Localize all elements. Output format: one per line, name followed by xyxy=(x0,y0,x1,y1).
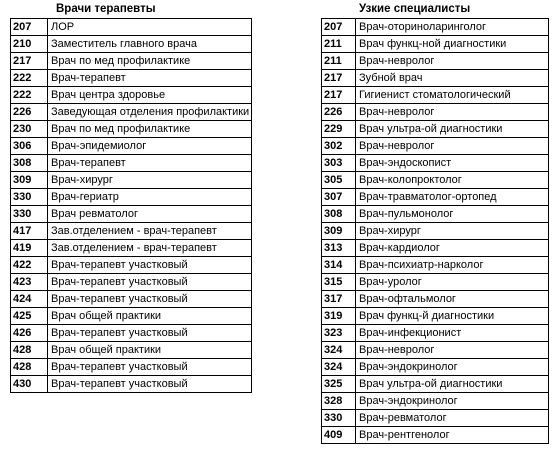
specialists-section xyxy=(321,0,549,444)
doctor-title: Врач-гериатр xyxy=(48,189,252,206)
doctor-title: Врач-терапевт участковый xyxy=(48,257,252,274)
room-number: 317 xyxy=(322,291,356,308)
table-row xyxy=(11,223,252,240)
table-row xyxy=(322,19,549,36)
room-number: 315 xyxy=(322,274,356,291)
room-number: 226 xyxy=(322,104,356,121)
doctor-title: Врач-невролог xyxy=(356,53,549,70)
room-number: 319 xyxy=(322,308,356,325)
room-number: 207 xyxy=(11,19,48,36)
doctor-title: Врач-хирург xyxy=(356,223,549,240)
room-number: 309 xyxy=(322,223,356,240)
room-number: 307 xyxy=(322,189,356,206)
doctor-title: Врач-кардиолог xyxy=(356,240,549,257)
room-number: 419 xyxy=(11,240,48,257)
room-number: 306 xyxy=(11,138,48,155)
doctor-title: Врач-эпидемиолог xyxy=(48,138,252,155)
table-row xyxy=(322,291,549,308)
table-row xyxy=(11,155,252,172)
doctor-title: Врач-оториноларинголог xyxy=(356,19,549,36)
room-number: 325 xyxy=(322,376,356,393)
doctor-title: Врач функц-й диагностики xyxy=(356,308,549,325)
room-number: 428 xyxy=(11,359,48,376)
room-number: 324 xyxy=(322,359,356,376)
room-number: 217 xyxy=(322,70,356,87)
doctor-title: Врач-терапевт участковый xyxy=(48,325,252,342)
room-number: 328 xyxy=(322,393,356,410)
table-row xyxy=(11,291,252,308)
doctor-title: Гигиенист стоматологический xyxy=(356,87,549,104)
room-number: 424 xyxy=(11,291,48,308)
table-row xyxy=(11,240,252,257)
table-row xyxy=(322,138,549,155)
room-number: 313 xyxy=(322,240,356,257)
room-number: 217 xyxy=(322,87,356,104)
room-number: 305 xyxy=(322,172,356,189)
doctor-title: Врач-невролог xyxy=(356,342,549,359)
room-number: 211 xyxy=(322,36,356,53)
table-row xyxy=(11,308,252,325)
table-row xyxy=(11,36,252,53)
room-number: 222 xyxy=(11,87,48,104)
doctor-title: Врач-терапевт участковый xyxy=(48,359,252,376)
table-row xyxy=(322,257,549,274)
table-row xyxy=(11,257,252,274)
table-row xyxy=(11,325,252,342)
doctor-title: Врач-хирург xyxy=(48,172,252,189)
table-row xyxy=(322,87,549,104)
doctor-title: Врач центра здоровье xyxy=(48,87,252,104)
room-number: 211 xyxy=(322,53,356,70)
room-number: 423 xyxy=(11,274,48,291)
doctor-title: Врач-терапевт участковый xyxy=(48,274,252,291)
room-number: 422 xyxy=(11,257,48,274)
doctor-title: Врач по мед профилактике xyxy=(48,121,252,138)
doctor-title: Врач-эндокринолог xyxy=(356,393,549,410)
doctor-title: Врач-инфекционист xyxy=(356,325,549,342)
doctor-title: Врач общей практики xyxy=(48,342,252,359)
doctor-title: Врач-терапевт участковый xyxy=(48,376,252,393)
table-row xyxy=(11,342,252,359)
doctor-title: Заместитель главного врача xyxy=(48,36,252,53)
therapists-title: Врачи терапевты xyxy=(56,3,156,15)
table-row xyxy=(11,359,252,376)
doctor-title: Врач-пульмонолог xyxy=(356,206,549,223)
room-number: 217 xyxy=(11,53,48,70)
table-row xyxy=(322,325,549,342)
room-number: 330 xyxy=(11,206,48,223)
doctor-title: Врач-терапевт xyxy=(48,70,252,87)
table-row xyxy=(322,155,549,172)
doctor-title: Врач-эндоскопист xyxy=(356,155,549,172)
room-number: 428 xyxy=(11,342,48,359)
table-row xyxy=(322,342,549,359)
table-row xyxy=(11,87,252,104)
doctor-title: Зав.отделением - врач-терапевт xyxy=(48,240,252,257)
doctor-title: Врач-терапевт участковый xyxy=(48,291,252,308)
room-number: 207 xyxy=(322,19,356,36)
room-number: 303 xyxy=(322,155,356,172)
room-number: 302 xyxy=(322,138,356,155)
doctor-title: Врач-невролог xyxy=(356,104,549,121)
room-number: 430 xyxy=(11,376,48,393)
room-number: 222 xyxy=(11,70,48,87)
table-row xyxy=(322,427,549,444)
doctor-title: Зав.отделением - врач-терапевт xyxy=(48,223,252,240)
room-number: 425 xyxy=(11,308,48,325)
table-row xyxy=(11,274,252,291)
table-row xyxy=(322,359,549,376)
room-number: 210 xyxy=(11,36,48,53)
room-number: 323 xyxy=(322,325,356,342)
room-number: 309 xyxy=(11,172,48,189)
table-row xyxy=(322,223,549,240)
table-row xyxy=(322,189,549,206)
doctor-title: Врач-эндокринолог xyxy=(356,359,549,376)
doctor-title: Врач-невролог xyxy=(356,138,549,155)
doctor-title: Врач ультра-ой диагностики xyxy=(356,376,549,393)
room-number: 314 xyxy=(322,257,356,274)
doctor-title: Врач-психиатр-нарколог xyxy=(356,257,549,274)
room-number: 226 xyxy=(11,104,48,121)
room-number: 330 xyxy=(322,410,356,427)
table-row xyxy=(322,410,549,427)
table-row xyxy=(322,308,549,325)
doctor-title: Врач по мед профилактике xyxy=(48,53,252,70)
room-number: 409 xyxy=(322,427,356,444)
room-number: 324 xyxy=(322,342,356,359)
table-row xyxy=(322,274,549,291)
doctor-title: Врач-колопроктолог xyxy=(356,172,549,189)
doctor-title: Заведующая отделения профилактики xyxy=(48,104,252,121)
therapists-table xyxy=(10,18,252,393)
room-number: 229 xyxy=(322,121,356,138)
therapists-section xyxy=(10,0,252,393)
table-row xyxy=(322,36,549,53)
table-row xyxy=(322,240,549,257)
specialists-title: Узкие специалисты xyxy=(359,3,471,15)
room-number: 417 xyxy=(11,223,48,240)
table-row xyxy=(322,104,549,121)
table-row xyxy=(11,189,252,206)
table-row xyxy=(322,206,549,223)
table-row xyxy=(322,70,549,87)
doctor-title: Зубной врач xyxy=(356,70,549,87)
table-row xyxy=(11,172,252,189)
doctor-title: Врач-травматолог-ортопед xyxy=(356,189,549,206)
table-row xyxy=(11,376,252,393)
table-row xyxy=(322,393,549,410)
table-row xyxy=(322,53,549,70)
doctor-title: Врач-уролог xyxy=(356,274,549,291)
doctor-title: Врач общей практики xyxy=(48,308,252,325)
table-row xyxy=(11,104,252,121)
table-row xyxy=(11,19,252,36)
table-row xyxy=(11,121,252,138)
doctor-title: Врач ревматолог xyxy=(48,206,252,223)
table-row xyxy=(322,376,549,393)
room-number: 308 xyxy=(11,155,48,172)
table-row xyxy=(322,172,549,189)
room-number: 308 xyxy=(322,206,356,223)
doctor-title: Врач функц-ной диагностики xyxy=(356,36,549,53)
room-number: 330 xyxy=(11,189,48,206)
doctor-title: Врач-ревматолог xyxy=(356,410,549,427)
doctor-title: Врач-рентгенолог xyxy=(356,427,549,444)
doctor-title: Врач-терапевт xyxy=(48,155,252,172)
doctor-title: Врач-офтальмолог xyxy=(356,291,549,308)
doctor-title: Врач ультра-ой диагностики xyxy=(356,121,549,138)
table-row xyxy=(11,70,252,87)
room-number: 230 xyxy=(11,121,48,138)
room-number: 426 xyxy=(11,325,48,342)
table-row xyxy=(322,121,549,138)
doctor-title: ЛОР xyxy=(48,19,252,36)
table-row xyxy=(11,138,252,155)
table-row xyxy=(11,206,252,223)
table-row xyxy=(11,53,252,70)
specialists-table xyxy=(321,18,549,444)
